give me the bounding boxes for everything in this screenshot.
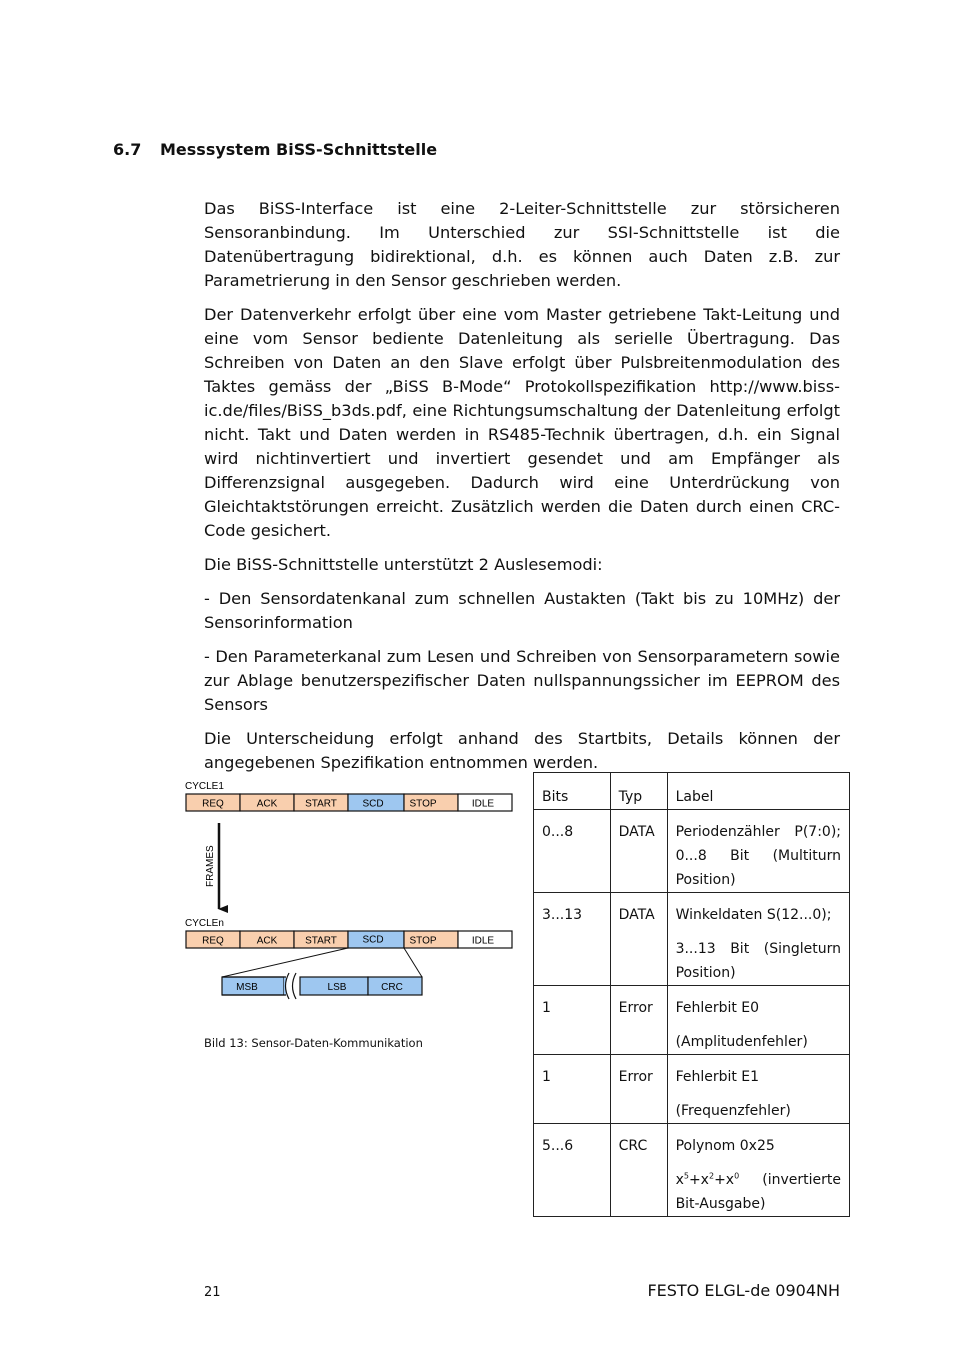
cyclen-frame xyxy=(186,931,512,948)
crc-label: CRC xyxy=(381,982,403,993)
table-row xyxy=(534,1124,850,1217)
cycle1-req-label: REQ xyxy=(202,798,224,810)
section-number: 6.7 xyxy=(113,140,142,159)
cycle1-scd-label: SCD xyxy=(362,798,384,810)
cell-label-text: Periodenzähler P(7:0); 0...8 Bit (Multiturn Position) xyxy=(675,824,841,888)
cell-typ: DATA xyxy=(610,893,667,986)
table-row xyxy=(534,1055,850,1124)
cycle1-frame xyxy=(186,794,512,811)
cell-typ: DATA xyxy=(610,810,667,893)
cyclen-idle-label: IDLE xyxy=(471,935,495,947)
list-item-sensordatenkanal: - Den Sensordatenkanal zum schnellen Austakten (Takt bis zu 10MHz) der Sensorinformation xyxy=(204,589,840,632)
cyclen-scd-label: SCD xyxy=(362,934,384,946)
cell-label-text: Winkeldaten S(12...0); xyxy=(675,907,832,923)
cyclen-ack-label: ACK xyxy=(256,935,278,947)
table-header-label: Label xyxy=(667,773,849,810)
polynomial-formula: $x^5+x^2+x^0$ xyxy=(675,1171,740,1188)
paragraph-auslesemodi: Die BiSS-Schnittstelle unterstützt 2 Auslesemodi: xyxy=(204,555,603,574)
cell-label-detail: (Frequenzfehler) xyxy=(675,1103,791,1119)
cell-label-detail xyxy=(676,1168,841,1216)
table-row xyxy=(534,810,850,893)
cycle1-start-label: START xyxy=(305,798,337,810)
paragraph-unterscheidung: Die Unterscheidung erfolgt anhand des Startbits, Details können der angegebenen Spezifikation entnommen werden. xyxy=(204,729,840,772)
cell-label-text: Fehlerbit E0 xyxy=(675,1000,760,1016)
cell-label-text: Fehlerbit E1 xyxy=(675,1069,760,1085)
section-title: Messsystem BiSS-Schnittstelle xyxy=(160,140,438,159)
polynomial-note: (invertierte Bit-Ausgabe) xyxy=(675,1172,841,1212)
cell-label xyxy=(667,810,849,893)
cyclen-start-label: START xyxy=(305,935,337,947)
list-item-parameterkanal: - Den Parameterkanal zum Lesen und Schreiben von Sensorparametern sowie zur Ablage benutzerspezifischer Daten nullspannungssicher im EEPROM des Sensors xyxy=(204,647,840,714)
table-row xyxy=(534,893,850,986)
table-header-bits: Bits xyxy=(534,773,611,810)
cell-bits: 3...13 xyxy=(534,893,611,986)
cell-typ: CRC xyxy=(610,1124,667,1217)
cycle1-ack-label: ACK xyxy=(256,798,278,810)
footer-brand: FESTO ELGL-de 0904NH xyxy=(647,1281,840,1300)
body-text xyxy=(204,197,840,785)
cycle1-label: CYCLE1 xyxy=(185,781,224,792)
cell-label-detail: (Amplitudenfehler) xyxy=(675,1034,808,1050)
cell-label xyxy=(667,1124,849,1217)
cyclen-req-label: REQ xyxy=(202,935,224,947)
cell-typ: Error xyxy=(610,1055,667,1124)
scd-data-frame xyxy=(222,973,422,999)
paragraph-datenverkehr: Der Datenverkehr erfolgt über eine vom Master getriebene Takt-Leitung und eine vom Sensor bediente Datenleitung als serielle Übertragung. Das Schreiben von Daten an den Slave erfolgt über Pulsbreitenmodulation des Taktes gemäss der „BiSS B-Mode“ Protokollspezifikation http://www.biss-ic.de/files/BiSS_b3ds.pdf, eine Richtungsumschaltung der Datenleitung erfolgt nicht. Takt und Daten werden in RS485-Technik übertragen, d.h. ein Signal wird nichtinvertiert und invertiert gesendet und am Empfänger als Differenzsignal ausgegeben. Dadurch wird eine Unterdrückung von Gleichtaktstörungen erreicht. Zusätzlich werden die Daten durch einen CRC-Code gesichert. xyxy=(204,305,840,540)
cyclen-label: CYCLEn xyxy=(185,918,224,929)
frames-label: FRAMES xyxy=(205,845,216,887)
cell-label xyxy=(667,893,849,986)
cell-label xyxy=(667,986,849,1055)
table-header-typ: Typ xyxy=(610,773,667,810)
section-heading xyxy=(113,140,437,159)
cell-bits: 1 xyxy=(534,1055,611,1124)
cell-label-text: Polynom 0x25 xyxy=(675,1138,775,1154)
cell-bits: 5...6 xyxy=(534,1124,611,1217)
cyclen-stop-label: STOP xyxy=(409,935,437,947)
cell-label xyxy=(667,1055,849,1124)
lsb-label: LSB xyxy=(327,982,347,993)
cell-bits: 1 xyxy=(534,986,611,1055)
page-number: 21 xyxy=(204,1285,221,1300)
cell-bits: 0...8 xyxy=(534,810,611,893)
biss-frame-diagram xyxy=(182,776,518,1002)
msb-label: MSB xyxy=(236,982,258,993)
paragraph-intro: Das BiSS-Interface ist eine 2-Leiter-Schnittstelle zur störsicheren Sensoranbindung. Im Unterschied zur SSI-Schnittstelle ist die Datenübertragung bidirektional, d.h. es können auch Daten z.B. zur Parametrierung in den Sensor geschrieben werden. xyxy=(204,199,840,290)
biss-data-table xyxy=(533,772,850,1217)
table-row xyxy=(534,986,850,1055)
table-header-row xyxy=(534,773,850,810)
figure-caption: Bild 13: Sensor-Daten-Kommunikation xyxy=(204,1036,423,1050)
scd-expansion-lines xyxy=(222,948,422,977)
cycle1-idle-label: IDLE xyxy=(471,798,495,810)
cell-label-detail: 3...13 Bit (Singleturn Position) xyxy=(675,941,841,981)
cycle1-stop-label: STOP xyxy=(409,798,437,810)
cell-typ: Error xyxy=(610,986,667,1055)
